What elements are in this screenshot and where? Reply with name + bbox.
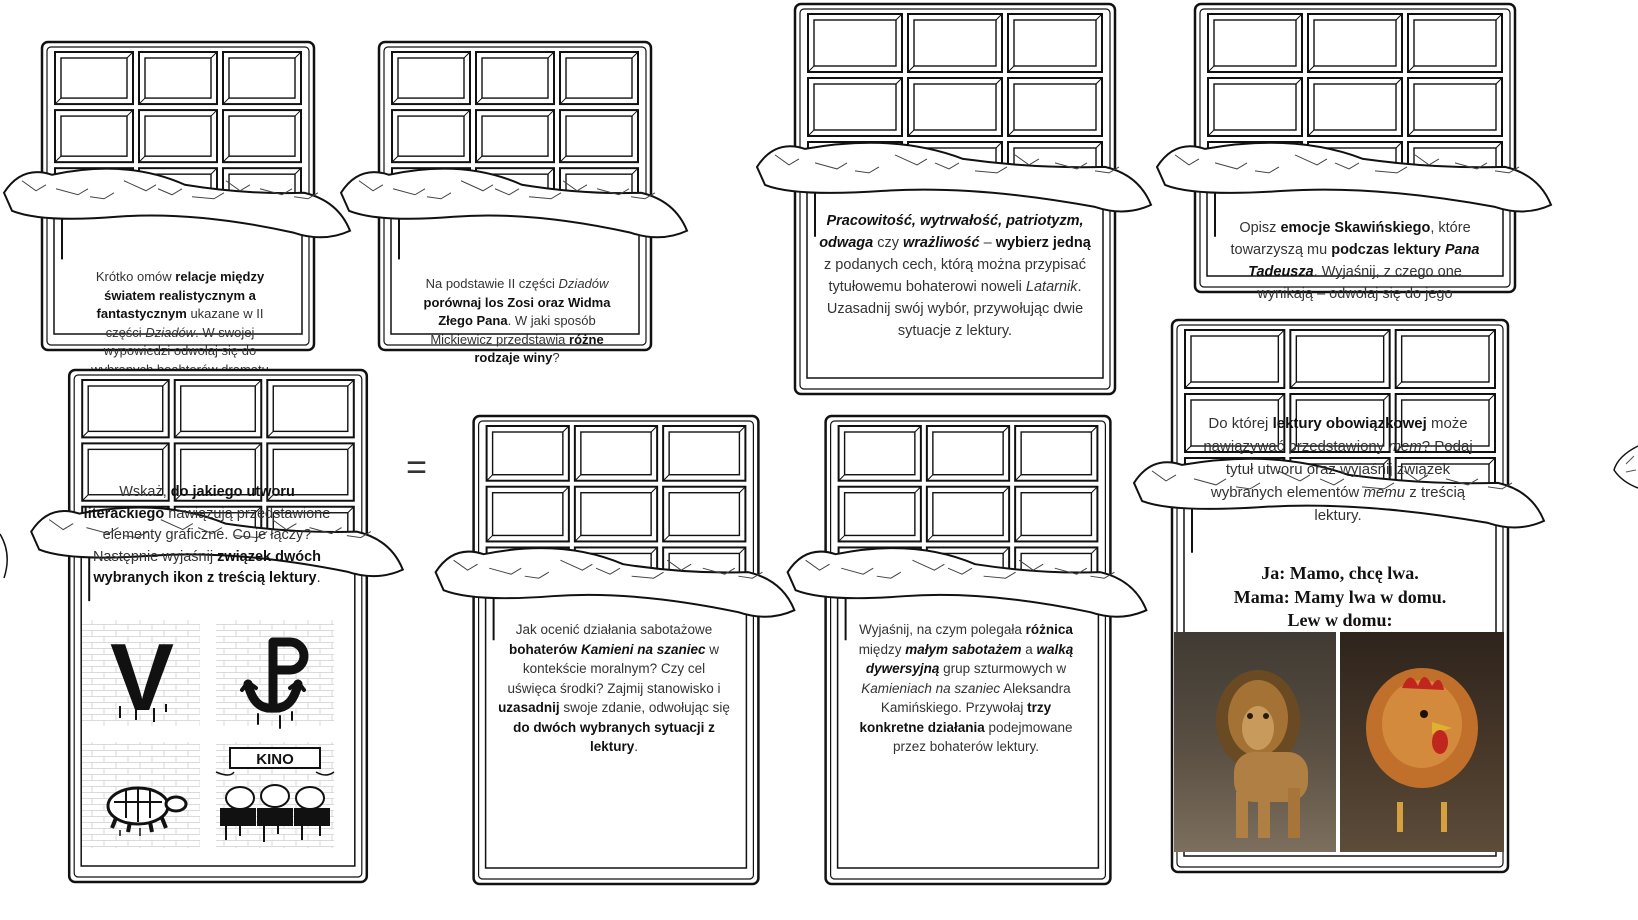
graphic-icons-grid bbox=[80, 618, 340, 854]
card-question-text: Wskaż, do jakiego utworu literackiego nawiązują przedstawione elementy graficzne. Co je łączy? Następnie wyjaśnij związek dwóch wybranych ikon z treścią lektury. bbox=[83, 484, 331, 586]
card-question-text: Pracowitość, wytrwałość, patriotyzm, odwaga czy wrażliwość – wybierz jedną z podanych cech, którą można przypisać tytułowemu bohaterowi noweli Latarnik. Uzasadnij swój wybór, przywołując dwie sytuacje z lektury. bbox=[819, 213, 1091, 339]
chocolate-card-7 bbox=[790, 412, 1118, 888]
svg-text:KINO: KINO bbox=[256, 751, 294, 768]
meme-line: Lew w domu: bbox=[1287, 610, 1393, 630]
chocolate-card-1 bbox=[8, 38, 348, 358]
lion-icon bbox=[1174, 632, 1336, 852]
meme-line: Ja: Mamo, chcę lwa. bbox=[1261, 563, 1419, 583]
lion-photo bbox=[1174, 632, 1336, 852]
rooster-lion-photo bbox=[1340, 632, 1504, 852]
card-question-text: Krótko omów relacje między światem realistycznym a fantastycznym ukazane w II części Dziadów. W swojej wypowiedzi odwołaj się do bbox=[95, 269, 265, 358]
svg-text:V: V bbox=[109, 624, 175, 731]
card-question-text: Jak ocenić działania sabotażowe bohaterów Kamieni na szaniec w kontekście moralnym? Czy cel uświęca środki? Zajmij stanowisko i uzasadnij swoje zdanie, odwołując się do dwóch wybranych sytuacji z lektury. bbox=[498, 622, 730, 754]
partial-wrapper-edge bbox=[1608, 436, 1638, 496]
rooster-lion-icon bbox=[1340, 632, 1504, 852]
chocolate-card-5 bbox=[32, 366, 404, 886]
meme-caption bbox=[1172, 562, 1508, 633]
chocolate-card-3 bbox=[755, 0, 1155, 398]
card-question-text: Do której lektury obowiązkowej może nawiązywać przedstawiony mem? Podaj tytuł utworu oraz wyjaśnij związek wybranych elementów memu z treścią lektury. bbox=[1203, 415, 1473, 524]
chocolate-card-2 bbox=[345, 38, 685, 365]
chocolate-card-6 bbox=[438, 412, 794, 888]
card-question-text: Wyjaśnij, na czym polegała różnica między małym sabotażem a walką dywersyjną grup szturmowych w Kamieniach na szaniec Aleksandra Kamińskiego. Przywołaj trzy konkretne działania podejmowane przez bohaterów lektury. bbox=[858, 622, 1074, 754]
v-sign-icon bbox=[110, 624, 174, 731]
meme-line: Mama: Mamy lwa w domu. bbox=[1233, 586, 1447, 607]
equals-sign: = bbox=[406, 446, 428, 487]
card-question-text: Opisz emocje Skawińskiego, które towarzyszą mu podczas lektury Pana Tadeusza. Wyjaśnij, z czego one wynikają – odwołaj się do jego bbox=[1230, 220, 1480, 302]
chocolate-card-8 bbox=[1130, 316, 1550, 876]
partial-wrapper-edge-left bbox=[0, 530, 14, 590]
chocolate-card-4 bbox=[1155, 0, 1555, 302]
card-question-text: Na podstawie II części Dziadów porównaj los Zosi oraz Widma Złego Pana. W jaki sposób Mickiewicz przedstawia różne rodzaje winy? bbox=[423, 276, 611, 365]
